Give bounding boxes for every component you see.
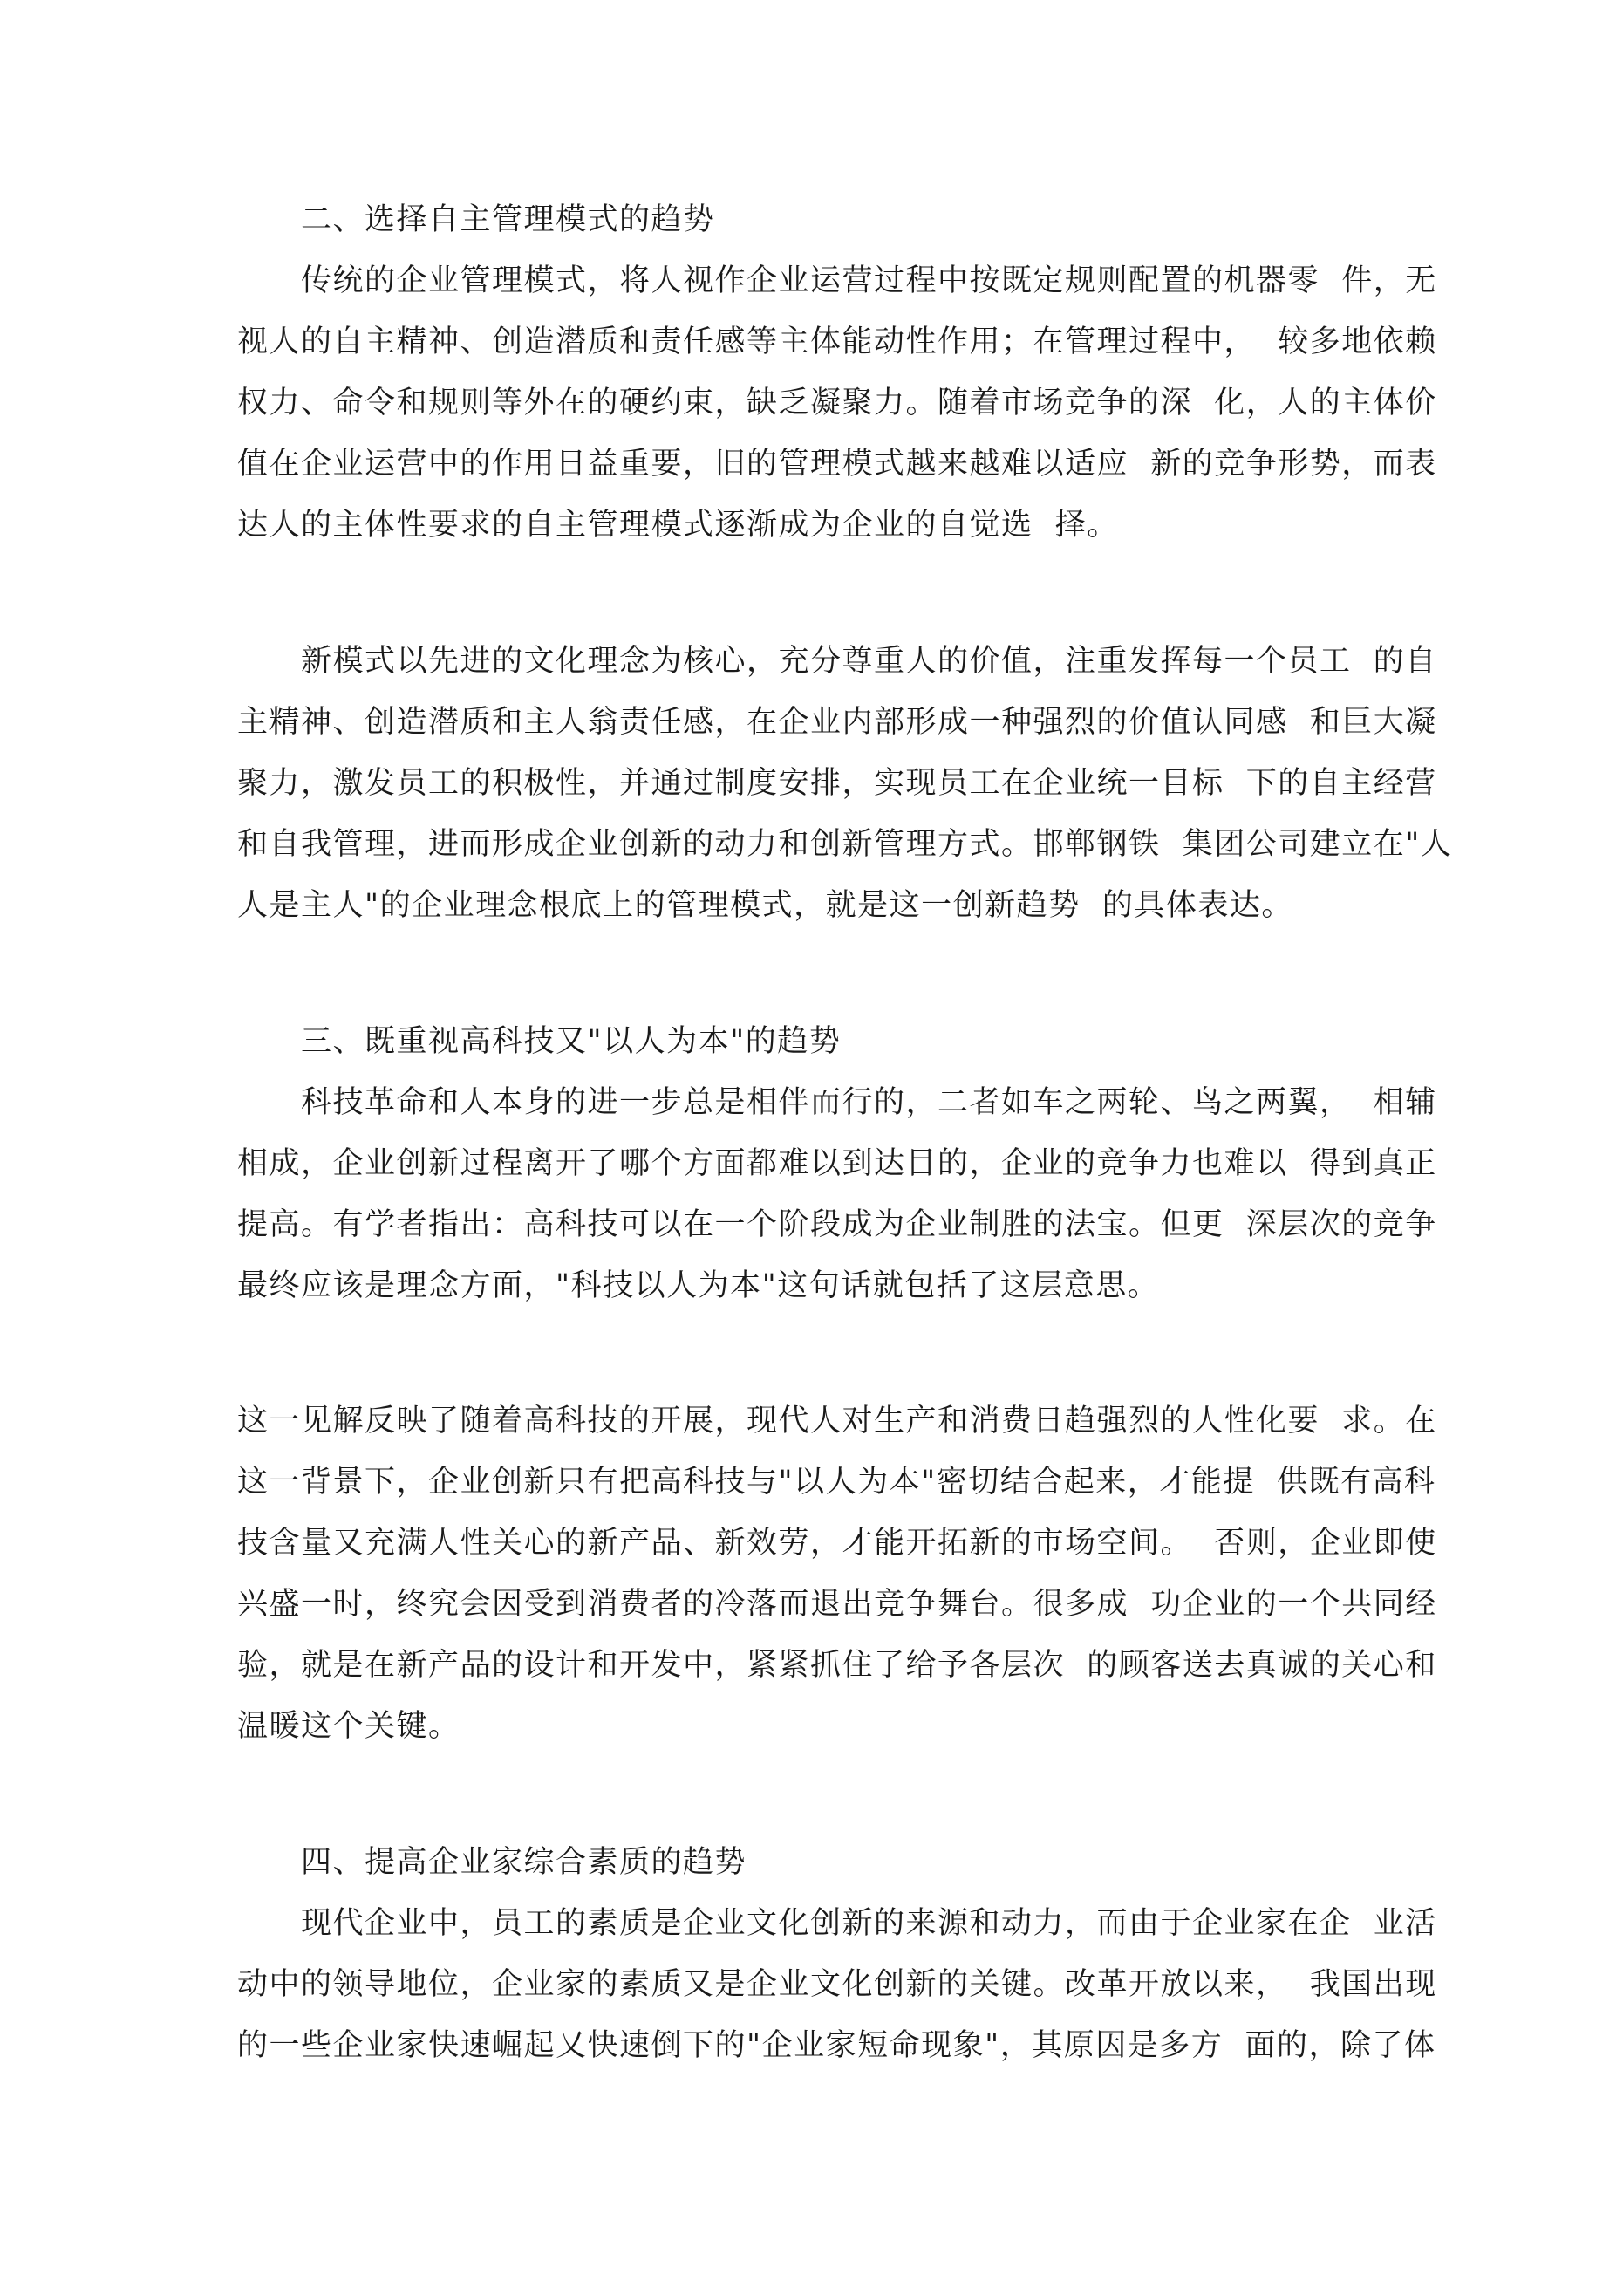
- paragraph-line: 值在企业运营中的作用日益重要，旧的管理模式越来越难以适应 新的竞争形势，而表: [237, 447, 1437, 482]
- section-heading: 四、提高企业家综合素质的趋势: [301, 1845, 747, 1880]
- paragraph-line: 现代企业中，员工的素质是企业文化创新的来源和动力，而由于企业家在企 业活: [301, 1906, 1437, 1941]
- paragraph-line: 视人的自主精神、创造潜质和责任感等主体能动性作用；在管理过程中， 较多地依赖: [237, 325, 1437, 359]
- paragraph-line: 验，就是在新产品的设计和开发中，紧紧抓住了给予各层次 的顾客送去真诚的关心和: [237, 1648, 1437, 1683]
- paragraph-line: 聚力，激发员工的积极性，并通过制度安排，实现员工在企业统一目标 下的自主经营: [237, 766, 1437, 801]
- paragraph-line: 温暖这个关键。: [237, 1709, 460, 1744]
- paragraph-line: 这一见解反映了随着高科技的开展，现代人对生产和消费日趋强烈的人性化要 求。在: [237, 1404, 1437, 1438]
- paragraph-line: 主精神、创造潜质和主人翁责任感，在企业内部形成一种强烈的价值认同感 和巨大凝: [237, 705, 1437, 740]
- paragraph-line: 的一些企业家快速崛起又快速倒下的"企业家短命现象"，其原因是多方 面的，除了体: [237, 2028, 1436, 2063]
- paragraph-line: 兴盛一时，终究会因受到消费者的冷落而退出竞争舞台。很多成 功企业的一个共同经: [237, 1587, 1437, 1622]
- section-heading: 三、既重视高科技又"以人为本"的趋势: [301, 1024, 842, 1059]
- paragraph-line: 新模式以先进的文化理念为核心，充分尊重人的价值，注重发挥每一个员工 的自: [301, 644, 1437, 679]
- paragraph-line: 达人的主体性要求的自主管理模式逐渐成为企业的自觉选 择。: [237, 508, 1119, 543]
- paragraph-line: 相成，企业创新过程离开了哪个方面都难以到达目的，企业的竞争力也难以 得到真正: [237, 1146, 1437, 1181]
- paragraph-line: 这一背景下，企业创新只有把高科技与"以人为本"密切结合起来，才能提 供既有高科: [237, 1465, 1436, 1500]
- paragraph-line: 权力、命令和规则等外在的硬约束，缺乏凝聚力。随着市场竞争的深 化，人的主体价: [237, 386, 1437, 420]
- paragraph-line: 动中的领导地位，企业家的素质又是企业文化创新的关键。改革开放以来， 我国出现: [237, 1967, 1437, 2002]
- paragraph-line: 和自我管理，进而形成企业创新的动力和创新管理方式。邯郸钢铁 集团公司建立在"人: [237, 827, 1453, 862]
- paragraph-line: 最终应该是理念方面，"科技以人为本"这句话就包括了这层意思。: [237, 1268, 1160, 1303]
- paragraph-line: 科技革命和人本身的进一步总是相伴而行的，二者如车之两轮、鸟之两翼， 相辅: [301, 1085, 1437, 1120]
- paragraph-line: 技含量又充满人性关心的新产品、新效劳，才能开拓新的市场空间。 否则，企业即使: [237, 1526, 1437, 1561]
- paragraph-line: 传统的企业管理模式，将人视作企业运营过程中按既定规则配置的机器零 件，无: [301, 263, 1437, 298]
- paragraph-line: 人是主人"的企业理念根底上的管理模式，就是这一创新趋势 的具体表达。: [237, 888, 1293, 923]
- paragraph-line: 提高。有学者指出：高科技可以在一个阶段成为企业制胜的法宝。但更 深层次的竞争: [237, 1207, 1437, 1242]
- section-heading: 二、选择自主管理模式的趋势: [301, 202, 715, 237]
